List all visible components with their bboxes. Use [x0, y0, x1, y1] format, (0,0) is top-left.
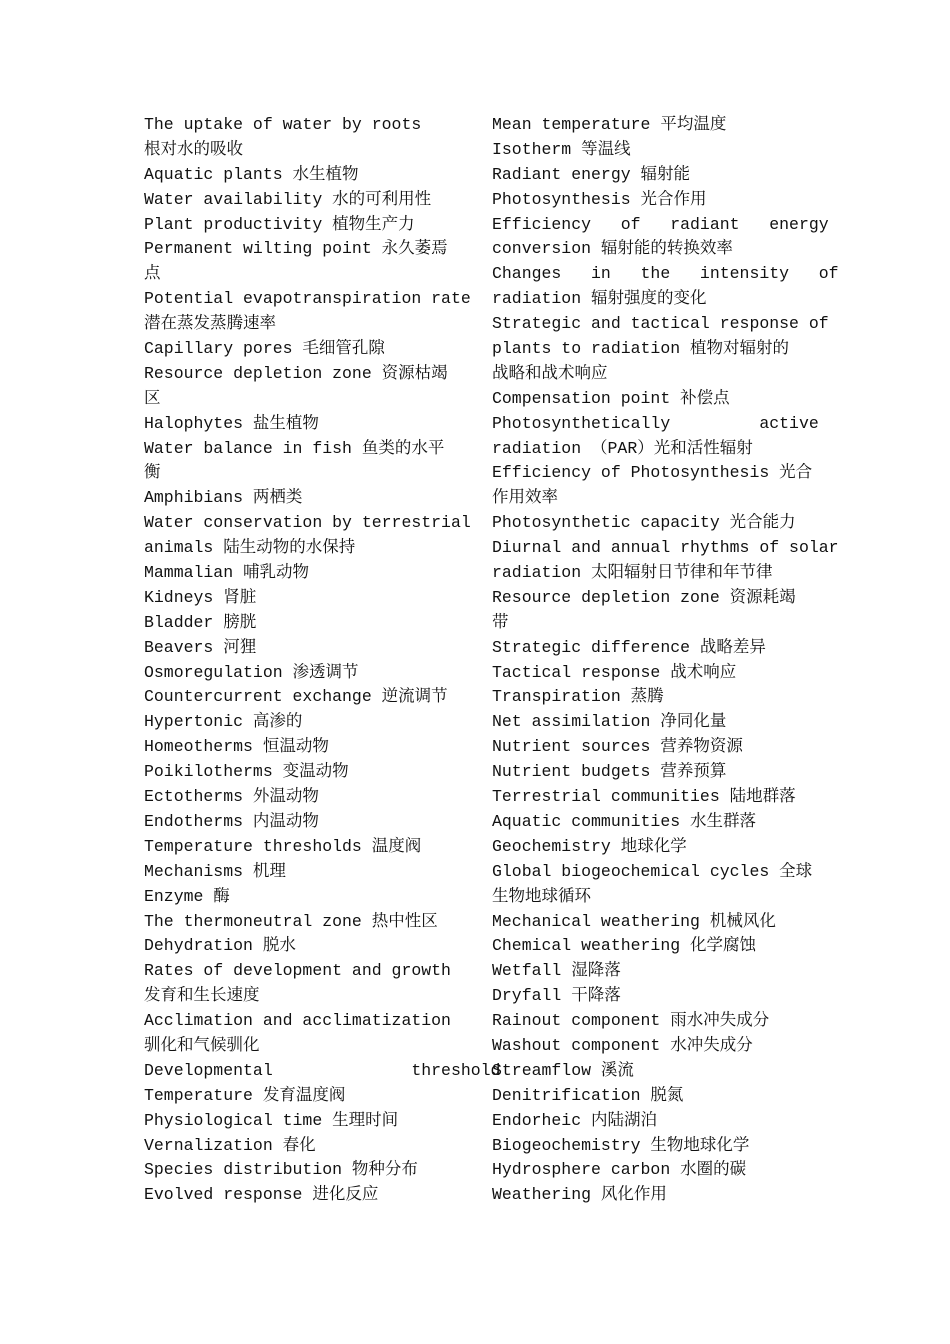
glossary-line: Homeotherms 恒温动物: [144, 737, 329, 757]
glossary-line: Halophytes 盐生植物: [144, 413, 319, 433]
glossary-line: conversion 辐射能的转换效率: [492, 239, 733, 259]
glossary-line: Acclimation and acclimatization: [144, 1011, 451, 1031]
glossary-line: Rainout component 雨水冲失成分: [492, 1011, 770, 1031]
glossary-line: Developmental threshold: [144, 1060, 501, 1080]
glossary-line: Kidneys 肾脏: [144, 587, 257, 607]
glossary-line: Mechanical weathering 机械风化: [492, 911, 776, 931]
glossary-line: Tactical response 战术响应: [492, 662, 737, 682]
glossary-line: Water balance in fish 鱼类的水平: [144, 438, 445, 458]
glossary-line: Nutrient sources 营养物资源: [492, 737, 743, 757]
glossary-line: 生物地球循环: [492, 886, 591, 906]
glossary-line: Dryfall 干降落: [492, 986, 621, 1006]
glossary-line: 发育和生长速度: [144, 986, 260, 1006]
glossary-line: Water availability 水的可利用性: [144, 189, 432, 209]
glossary-line: Terrestrial communities 陆地群落: [492, 787, 796, 807]
glossary-line: Resource depletion zone 资源耗竭: [492, 587, 796, 607]
glossary-line: Wetfall 湿降落: [492, 961, 621, 981]
glossary-line: Chemical weathering 化学腐蚀: [492, 936, 757, 956]
glossary-line: Compensation point 补偿点: [492, 388, 730, 408]
glossary-line: Mean temperature 平均温度: [492, 115, 727, 134]
glossary-line: Plant productivity 植物生产力: [144, 214, 415, 234]
glossary-line: Strategic and tactical response of: [492, 314, 829, 334]
glossary-line: Washout component 水冲失成分: [492, 1035, 753, 1055]
glossary-line: Changes in the intensity of: [492, 264, 839, 284]
glossary-line: Photosynthetically active: [492, 413, 819, 433]
glossary-line: Strategic difference 战略差异: [492, 637, 766, 657]
glossary-line: Ectotherms 外温动物: [144, 787, 319, 807]
glossary-line: The uptake of water by roots: [144, 115, 422, 134]
glossary-line: Global biogeochemical cycles 全球: [492, 861, 813, 881]
glossary-line: Resource depletion zone 资源枯竭: [144, 363, 448, 383]
glossary-line: Nutrient budgets 营养预算: [492, 762, 727, 782]
glossary-line: Endorheic 内陆湖泊: [492, 1110, 658, 1130]
glossary-line: Streamflow 溪流: [492, 1060, 634, 1080]
glossary-line: Capillary pores 毛细管孔隙: [144, 339, 385, 359]
glossary-line: Endotherms 内温动物: [144, 811, 319, 831]
glossary-line: 衡: [144, 463, 161, 483]
glossary-line: Weathering 风化作用: [492, 1185, 667, 1205]
glossary-line: Hydrosphere carbon 水圈的碳: [492, 1160, 747, 1180]
glossary-line: 潜在蒸发蒸腾速率: [144, 314, 276, 334]
glossary-line: Mammalian 哺乳动物: [144, 563, 310, 583]
glossary-line: Radiant energy 辐射能: [492, 164, 691, 184]
glossary-line: Hypertonic 高渗的: [144, 712, 303, 732]
glossary-line: Temperature 发育温度阀: [144, 1085, 346, 1105]
glossary-line: Denitrification 脱氮: [492, 1085, 684, 1105]
glossary-line: Evolved response 进化反应: [144, 1185, 379, 1205]
glossary-line: Water conservation by terrestrial: [144, 513, 471, 533]
glossary-line: Photosynthetic capacity 光合能力: [492, 513, 796, 533]
glossary-line: Beavers 河狸: [144, 637, 257, 657]
glossary-line: Photosynthesis 光合作用: [492, 189, 707, 209]
glossary-line: Physiological time 生理时间: [144, 1110, 399, 1130]
glossary-line: Countercurrent exchange 逆流调节: [144, 687, 448, 707]
glossary-line: Mechanisms 机理: [144, 861, 286, 881]
glossary-line: Bladder 膀胱: [144, 612, 257, 632]
glossary-line: 作用效率: [492, 488, 558, 508]
glossary-line: Isotherm 等温线: [492, 139, 631, 159]
glossary-line: plants to radiation 植物对辐射的: [492, 339, 790, 359]
glossary-line: Rates of development and growth: [144, 961, 451, 981]
glossary-line: Poikilotherms 变温动物: [144, 762, 349, 782]
glossary-right-column: [492, 113, 839, 1208]
glossary-line: radiation 太阳辐射日节律和年节律: [492, 563, 773, 583]
glossary-line: 驯化和气候驯化: [144, 1035, 260, 1055]
glossary-line: Temperature thresholds 温度阀: [144, 836, 422, 856]
glossary-line: Efficiency of radiant energy: [492, 214, 829, 234]
glossary-line: Diurnal and annual rhythms of solar: [492, 538, 839, 558]
glossary-line: Dehydration 脱水: [144, 936, 296, 956]
glossary-line: Enzyme 酶: [144, 886, 230, 906]
glossary-line: 战略和战术响应: [492, 363, 608, 383]
glossary-line: 根对水的吸收: [144, 139, 243, 159]
glossary-line: Potential evapotranspiration rate: [144, 289, 471, 309]
glossary-line: Aquatic communities 水生群落: [492, 811, 757, 831]
glossary-line: Aquatic plants 水生植物: [144, 164, 359, 184]
glossary-left-column: [144, 113, 501, 1208]
glossary-line: Net assimilation 净同化量: [492, 712, 727, 732]
glossary-line: 带: [492, 612, 509, 632]
glossary-line: Permanent wilting point 永久萎焉: [144, 239, 448, 259]
glossary-line: Efficiency of Photosynthesis 光合: [492, 463, 813, 483]
glossary-line: radiation （PAR）光和活性辐射: [492, 438, 753, 458]
glossary-line: Osmoregulation 渗透调节: [144, 662, 359, 682]
glossary-line: Biogeochemistry 生物地球化学: [492, 1135, 750, 1155]
glossary-line: animals 陆生动物的水保持: [144, 538, 356, 558]
glossary-line: Transpiration 蒸腾: [492, 687, 664, 707]
glossary-line: Vernalization 春化: [144, 1135, 316, 1155]
glossary-line: 点: [144, 264, 161, 284]
glossary-line: 区: [144, 388, 161, 408]
glossary-line: radiation 辐射强度的变化: [492, 289, 707, 309]
glossary-line: Species distribution 物种分布: [144, 1160, 418, 1180]
glossary-line: The thermoneutral zone 热中性区: [144, 911, 438, 931]
glossary-line: Geochemistry 地球化学: [492, 836, 687, 856]
glossary-line: Amphibians 两栖类: [144, 488, 303, 508]
